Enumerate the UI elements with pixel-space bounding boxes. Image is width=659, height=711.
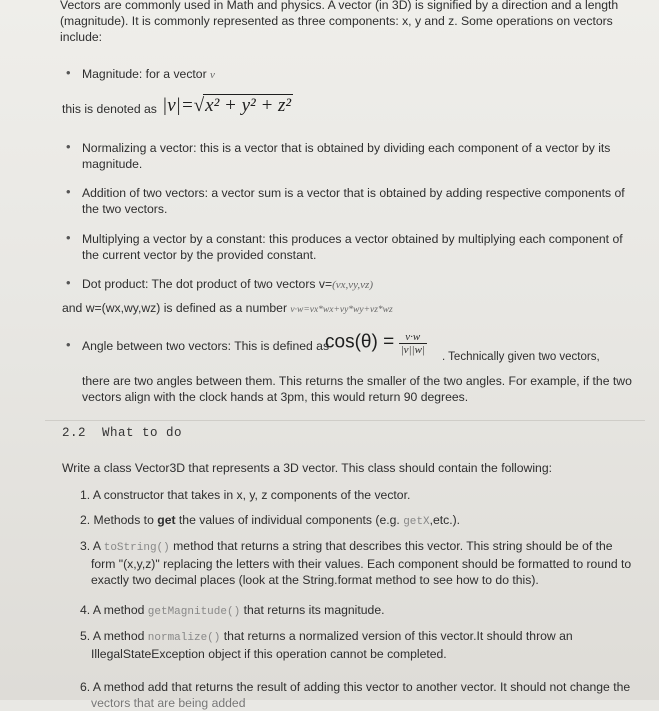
addition-line-2: the two vectors. <box>82 202 168 216</box>
normalize-line-1: Normalizing a vector: this is a vector that is obtained by dividing each component of a vector by its <box>82 141 611 155</box>
multiply-item <box>82 231 652 263</box>
bullet-angle: • <box>66 337 71 352</box>
req2-text-a: 2. Methods to <box>80 513 154 527</box>
angle-text: Angle between two vectors: This is defined as <box>82 339 330 353</box>
section-number: 2.2 <box>62 426 87 440</box>
angle-fraction <box>399 331 427 356</box>
multiply-line-2: the current vector by the provided constant. <box>82 248 317 262</box>
req3-line-2: form "(x,y,z)" replacing the letters with their values. Each component should be formatted to round to <box>91 557 632 571</box>
dot-defined-text: and w=(wx,wy,wz) is defined as a number <box>62 301 287 315</box>
dot-product-line-1 <box>82 276 373 293</box>
requirement-1: 1. A constructor that takes in x, y, z components of the vector. <box>80 488 411 502</box>
req6-line-1: 6. A method add that returns the result of adding this vector to another vector. It should not change the <box>80 680 631 694</box>
intro-line-1: Vectors are commonly used in Math and physics. A vector (in 3D) is signified by a direction and a length <box>60 0 619 12</box>
req3-text-a: 3. A <box>80 539 101 553</box>
angle-continuation <box>82 373 657 405</box>
req3-code-tostring: toString() <box>103 542 170 554</box>
dot-product-line-2 <box>62 300 393 318</box>
req5-text-a: 5. A method <box>80 629 145 643</box>
formula-sqrt: x² + y² + z² <box>205 95 292 116</box>
magnitude-var: v <box>210 69 215 81</box>
req2-text-d: ,etc.). <box>429 513 461 527</box>
formula-lhs: |v|= <box>162 95 194 116</box>
bullet-addition: • <box>66 184 71 199</box>
req2-code-getx: getX <box>403 516 430 528</box>
section-heading <box>62 426 182 440</box>
requirement-6 <box>80 679 655 711</box>
dot-formula: v·w=vx*wx+vy*wy+vz*wz <box>290 305 393 315</box>
normalize-line-2: magnitude. <box>82 157 143 171</box>
bullet-normalize: • <box>66 139 71 154</box>
dot-text: Dot product: The dot product of two vectors v= <box>82 277 333 291</box>
angle-line-2: there are two angles between them. This returns the smaller of the two angles. For example, if the two <box>82 374 632 388</box>
section-title: What to do <box>102 426 183 440</box>
req4-text-a: 4. A method <box>80 603 145 617</box>
angle-denominator: |v||w| <box>400 344 425 356</box>
requirement-2 <box>80 512 460 530</box>
req4-text-b: that returns its magnitude. <box>243 603 385 617</box>
angle-cos: cos(θ) = <box>325 331 395 353</box>
req6-line-2: vectors that are being added <box>91 696 246 710</box>
req5-code-normalize: normalize() <box>147 632 221 644</box>
req2-text-c: the values of individual components (e.g. <box>178 513 400 527</box>
req5-text-b: that returns a normalized version of this vector.It should throw an <box>223 629 573 643</box>
addition-line-1: Addition of two vectors: a vector sum is a vector that is obtained by adding respective components of <box>82 186 625 200</box>
intro-paragraph <box>60 0 650 45</box>
req3-text-b: method that returns a string that describes this vector. This string should be of the <box>173 539 613 553</box>
magnitude-formula: |v|=√x² + y² + z² <box>162 95 292 116</box>
req3-line-3: exactly two decimal places (look at the String.format method to see how to do this). <box>91 573 539 587</box>
bullet-dot-product: • <box>66 275 71 290</box>
bullet-magnitude: • <box>66 65 71 80</box>
requirement-5 <box>80 628 655 662</box>
req2-get-bold: get <box>157 513 176 527</box>
bullet-multiply: • <box>66 230 71 245</box>
magnitude-denoted-text: this is denoted as <box>62 102 157 116</box>
requirement-4 <box>80 602 384 620</box>
req5-line-2: IllegalStateException object if this operation cannot be completed. <box>91 647 447 661</box>
normalize-item <box>82 140 652 172</box>
multiply-line-1: Multiplying a vector by a constant: this produces a vector obtained by multiplying each component of <box>82 232 623 246</box>
angle-numerator: v·w <box>399 331 427 344</box>
req4-code-getmagnitude: getMagnitude() <box>147 606 241 618</box>
magnitude-item <box>82 66 215 83</box>
requirement-3 <box>80 538 655 588</box>
angle-line-1b: . Technically given two vectors, <box>442 351 600 363</box>
section-divider <box>45 420 645 421</box>
addition-item <box>82 185 652 217</box>
task-intro: Write a class Vector3D that represents a 3D vector. This class should contain the following: <box>62 461 552 475</box>
angle-formula <box>325 331 427 356</box>
intro-line-2: (magnitude). It is commonly represented as three components: x, y and z. Some operations on vectors <box>60 14 613 28</box>
angle-line-3: vectors align with the clock hands at 3pm, this would return 90 degrees. <box>82 390 469 404</box>
dot-vector-v: (vx,vy,vz) <box>332 279 374 291</box>
magnitude-text: Magnitude: for a vector <box>82 67 207 81</box>
intro-line-3: include: <box>60 30 103 44</box>
